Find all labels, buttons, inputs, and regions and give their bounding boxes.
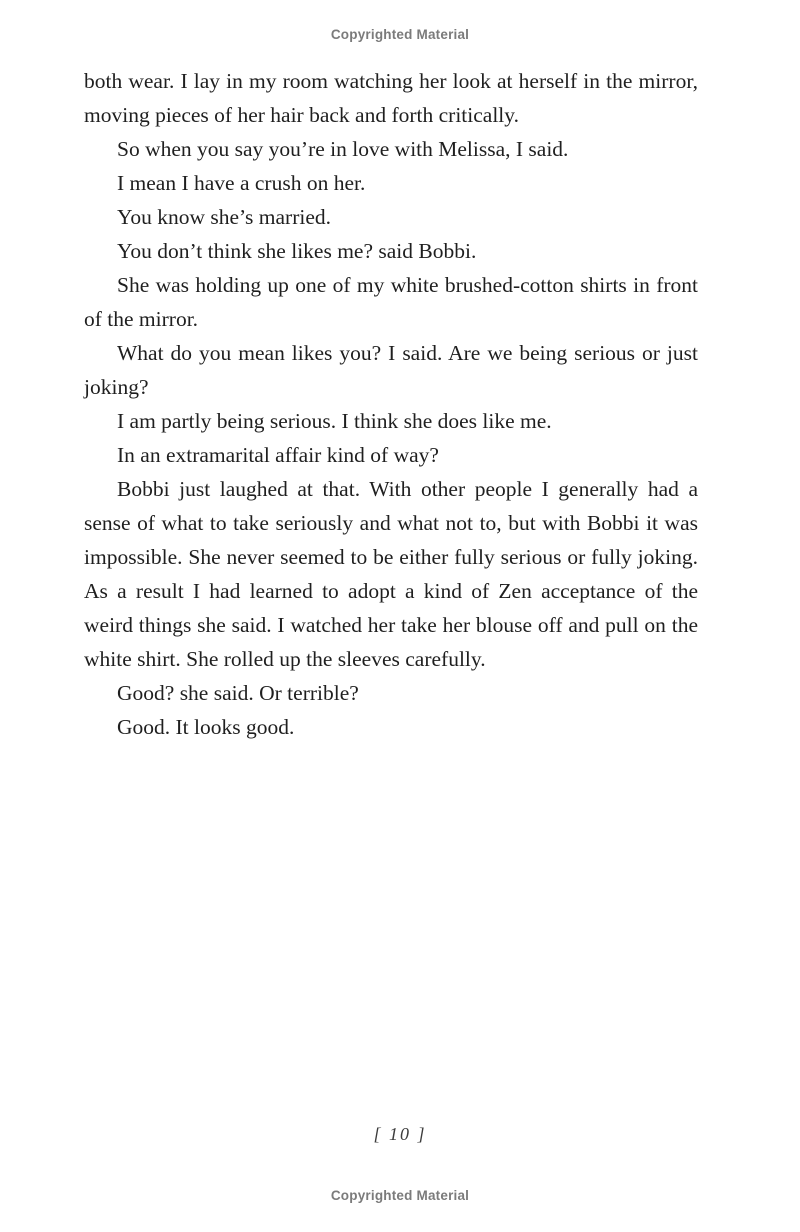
paragraph: I mean I have a crush on her. xyxy=(117,171,366,195)
page-number: [ 10 ] xyxy=(373,1124,427,1144)
paragraph: Good? she said. Or terrible? xyxy=(117,681,359,705)
paragraph: both wear. I lay in my room watching her look at herself in the mirror, moving pieces of her hair back and forth critically. xyxy=(84,69,698,127)
paragraph: She was holding up one of my white brushed-cotton shirts in front of the mirror. xyxy=(84,273,698,331)
paragraph: I am partly being serious. I think she does like me. xyxy=(117,409,552,433)
copyright-notice-bottom: Copyrighted Material xyxy=(330,1188,470,1203)
page-body-text xyxy=(84,64,698,744)
paragraph: Good. It looks good. xyxy=(117,715,295,739)
paragraph: Bobbi just laughed at that. With other people I generally had a sense of what to take seriously and what not to, but with Bobbi it was impossible. She never seemed to be either fully serious or fully joking. As a result I had learned to adopt a kind of Zen acceptance of the weird things she said. I watched her take her blouse off and pull on the white shirt. She rolled up the sleeves carefully. xyxy=(84,477,698,671)
copyright-notice-top: Copyrighted Material xyxy=(330,27,470,42)
paragraph: What do you mean likes you? I said. Are we being serious or just joking? xyxy=(84,341,698,399)
paragraph: You know she’s married. xyxy=(117,205,332,229)
paragraph: So when you say you’re in love with Melissa, I said. xyxy=(117,137,569,161)
paragraph: In an extramarital affair kind of way? xyxy=(117,443,439,467)
paragraph: You don’t think she likes me? said Bobbi. xyxy=(117,239,477,263)
